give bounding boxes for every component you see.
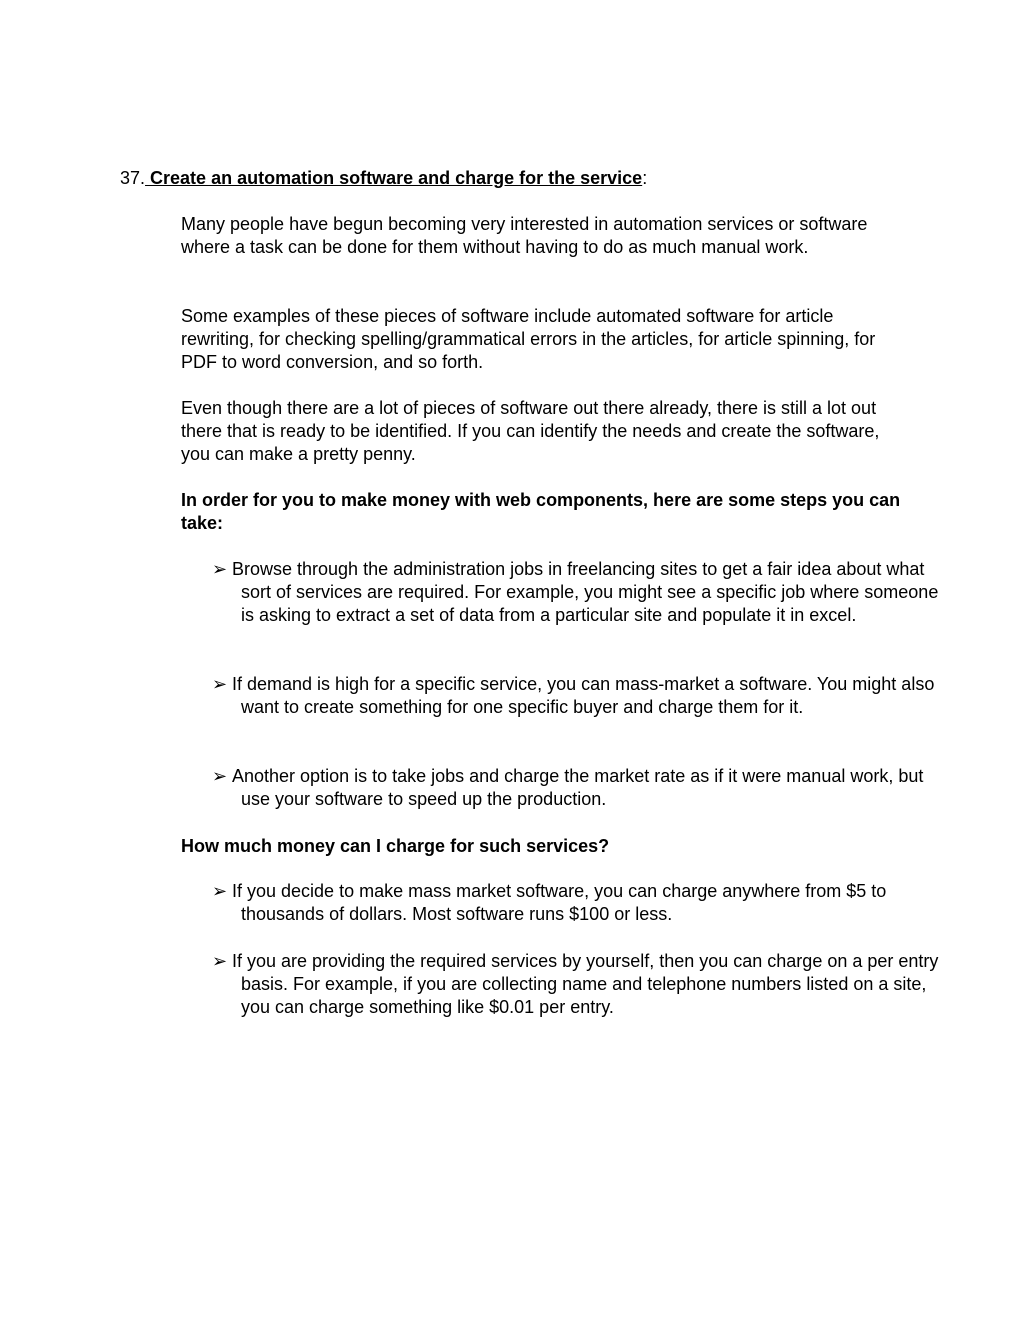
- bullet-arrow-icon: ➢: [212, 559, 228, 579]
- steps-item-text: If demand is high for a specific service, you can mass-market a software. You might also want to create something for one specific buyer and charge them for it.: [232, 674, 935, 717]
- pricing-list-item: [212, 950, 941, 1019]
- bullet-arrow-icon: ➢: [212, 881, 228, 901]
- steps-heading: In order for you to make money with web components, here are some steps you can take:: [181, 490, 901, 533]
- steps-list-item: [212, 673, 941, 719]
- pricing-item-text: If you are providing the required services by yourself, then you can charge on a per entry basis. For example, if you are collecting name and telephone numbers listed on a site, you can charge something like $0.01 per entry.: [232, 951, 939, 1017]
- steps-list-item: [212, 558, 941, 627]
- bullet-arrow-icon: ➢: [212, 951, 228, 971]
- section-title: Create an automation software and charge for the service: [145, 168, 643, 188]
- bullet-arrow-icon: ➢: [212, 674, 228, 694]
- steps-item-text: Another option is to take jobs and charge the market rate as if it were manual work, but use your software to speed up the production.: [232, 766, 924, 809]
- section-number: 37.: [120, 168, 146, 188]
- bullet-arrow-icon: ➢: [212, 766, 228, 786]
- section-heading: [120, 167, 920, 190]
- section-title-suffix: :: [642, 168, 648, 188]
- paragraph-intro: Many people have begun becoming very interested in automation services or software where a task can be done for them without having to do as much manual work.: [181, 214, 868, 257]
- pricing-heading: How much money can I charge for such services?: [181, 836, 610, 856]
- pricing-item-text: If you decide to make mass market software, you can charge anywhere from $5 to thousands of dollars. Most software runs $100 or less.: [232, 881, 887, 924]
- paragraph-opportunity: Even though there are a lot of pieces of software out there already, there is still a lot out there that is ready to be identified. If you can identify the needs and create the software, you can make a pretty penny.: [181, 398, 880, 464]
- paragraph-examples: Some examples of these pieces of software include automated software for article rewriting, for checking spelling/grammatical errors in the articles, for article spinning, for PDF to word conversion, and so forth.: [181, 306, 876, 372]
- steps-item-text: Browse through the administration jobs in freelancing sites to get a fair idea about what sort of services are required. For example, you might see a specific job where someone is asking to extract a set of data from a particular site and populate it in excel.: [232, 559, 939, 625]
- pricing-list-item: [212, 880, 941, 926]
- steps-list-item: [212, 765, 941, 811]
